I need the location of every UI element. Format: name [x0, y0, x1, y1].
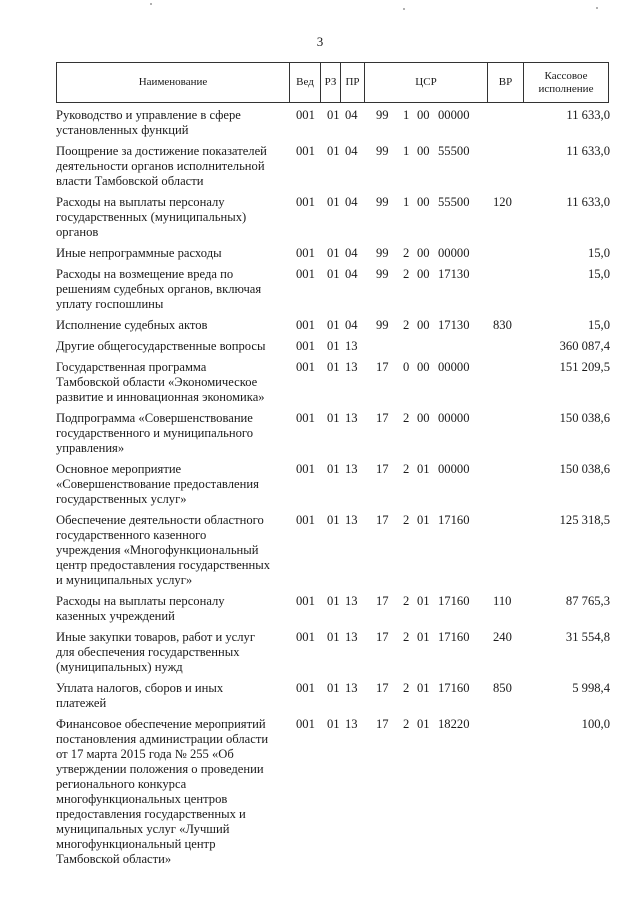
row-csr-part: 99 — [376, 246, 389, 260]
row-vr: 850 — [493, 681, 512, 695]
row-name: Государственная программа Тамбовской области «Экономическое развитие и инновационная экономика» — [56, 360, 265, 404]
row-csr-part: 00000 — [438, 360, 470, 374]
row-pr: 13 — [345, 681, 358, 695]
row-ved: 001 — [296, 339, 315, 353]
row-ved: 001 — [296, 594, 315, 608]
header-name: Наименование — [57, 63, 290, 102]
table-row — [56, 246, 616, 261]
header-ved: Вед — [290, 63, 321, 102]
row-pr: 04 — [345, 267, 358, 281]
row-csr-part: 55500 — [438, 144, 470, 158]
row-name: Иные непрограммные расходы — [56, 246, 222, 260]
row-name: Расходы на выплаты персоналу казенных учреждений — [56, 594, 225, 623]
row-ved: 001 — [296, 360, 315, 374]
row-name: Расходы на выплаты персоналу государственных (муниципальных) органов — [56, 195, 247, 239]
row-csr-part: 17130 — [438, 267, 470, 281]
row-csr-part: 00000 — [438, 411, 470, 425]
row-csr-part: 00 — [417, 108, 430, 122]
row-csr-part: 01 — [417, 462, 430, 476]
row-csr-part: 00 — [417, 411, 430, 425]
row-ved: 001 — [296, 513, 315, 527]
table-row — [56, 462, 616, 507]
row-csr-part: 01 — [417, 630, 430, 644]
row-csr-part: 17 — [376, 681, 389, 695]
scan-speck — [150, 3, 152, 5]
row-csr-part: 00 — [417, 360, 430, 374]
row-csr-part: 2 — [403, 318, 410, 332]
row-csr-part: 2 — [403, 462, 410, 476]
row-csr-part: 2 — [403, 630, 410, 644]
row-ved: 001 — [296, 318, 315, 332]
row-csr-part: 01 — [417, 594, 430, 608]
table-row — [56, 339, 616, 354]
row-csr-part: 17 — [376, 462, 389, 476]
row-name: Поощрение за достижение показателей деятельности органов исполнительной власти Тамбовской области — [56, 144, 267, 188]
header-csr: ЦСР — [365, 63, 488, 102]
row-name: Основное мероприятие «Совершенствование предоставления государственных услуг» — [56, 462, 259, 506]
row-ved: 001 — [296, 246, 315, 260]
row-ved: 001 — [296, 681, 315, 695]
table-row — [56, 630, 616, 675]
row-csr-part: 00000 — [438, 108, 470, 122]
row-pr: 13 — [345, 411, 358, 425]
row-pr: 13 — [345, 513, 358, 527]
row-name: Другие общегосударственные вопросы — [56, 339, 266, 353]
row-rz: 01 — [327, 144, 340, 158]
table-row — [56, 594, 616, 624]
row-csr-part: 99 — [376, 267, 389, 281]
row-ved: 001 — [296, 144, 315, 158]
page-number: 3 — [316, 34, 324, 49]
row-csr-part: 99 — [376, 144, 389, 158]
row-name: Подпрограмма «Совершенствование государственного и муниципального управления» — [56, 411, 254, 455]
row-pr: 13 — [345, 360, 358, 374]
scan-speck — [403, 8, 405, 10]
row-csr-part: 55500 — [438, 195, 470, 209]
row-csr-part: 2 — [403, 267, 410, 281]
row-csr-part: 17 — [376, 360, 389, 374]
row-csr-part: 99 — [376, 318, 389, 332]
row-rz: 01 — [327, 717, 340, 731]
table-header — [56, 62, 609, 103]
table-row — [56, 513, 616, 588]
row-name: Иные закупки товаров, работ и услуг для обеспечения государственных (муниципальных) нужд — [56, 630, 256, 674]
row-pr: 13 — [345, 339, 358, 353]
row-rz: 01 — [327, 411, 340, 425]
row-amount: 87 765,3 — [565, 594, 610, 608]
row-amount: 5 998,4 — [572, 681, 610, 695]
table-row — [56, 411, 616, 456]
row-ved: 001 — [296, 108, 315, 122]
row-csr-part: 00 — [417, 144, 430, 158]
row-csr-part: 0 — [403, 360, 410, 374]
row-csr-part: 17160 — [438, 681, 470, 695]
scan-speck — [596, 7, 598, 9]
row-pr: 13 — [345, 462, 358, 476]
row-ved: 001 — [296, 195, 315, 209]
table-row — [56, 144, 616, 189]
row-rz: 01 — [327, 267, 340, 281]
row-name: Обеспечение деятельности областного государственного казенного учреждения «Многофункциональный центр предоставления государственных и муниципальных услуг» — [56, 513, 271, 587]
row-csr-part: 01 — [417, 681, 430, 695]
table-row — [56, 717, 616, 867]
row-csr-part: 18220 — [438, 717, 470, 731]
row-csr-part: 00000 — [438, 246, 470, 260]
row-amount: 151 209,5 — [559, 360, 610, 374]
header-pr: ПР — [341, 63, 365, 102]
row-csr-part: 1 — [403, 195, 410, 209]
row-rz: 01 — [327, 462, 340, 476]
row-pr: 04 — [345, 108, 358, 122]
row-amount: 11 633,0 — [566, 144, 610, 158]
row-csr-part: 2 — [403, 717, 410, 731]
table-body — [56, 108, 616, 873]
row-csr-part: 2 — [403, 411, 410, 425]
row-amount: 15,0 — [587, 318, 610, 332]
row-csr-part: 2 — [403, 594, 410, 608]
row-csr-part: 00 — [417, 195, 430, 209]
row-ved: 001 — [296, 462, 315, 476]
row-amount: 15,0 — [587, 267, 610, 281]
row-rz: 01 — [327, 360, 340, 374]
row-name: Финансовое обеспечение мероприятий постановления администрации области от 17 марта 2015 года № 255 «Об утверждении положения о проведении регионального конкурса многофункциональных центров предоставления государственных и муниципальных услуг «Лучший многофункциональный центр Тамбовской области» — [56, 717, 269, 866]
row-csr-part: 17160 — [438, 630, 470, 644]
row-rz: 01 — [327, 108, 340, 122]
row-amount: 360 087,4 — [559, 339, 610, 353]
row-name: Уплата налогов, сборов и иных платежей — [56, 681, 224, 710]
row-csr-part: 1 — [403, 144, 410, 158]
row-rz: 01 — [327, 195, 340, 209]
row-rz: 01 — [327, 246, 340, 260]
row-vr: 110 — [493, 594, 512, 608]
row-csr-part: 00 — [417, 318, 430, 332]
row-name: Расходы на возмещение вреда по решениям судебных органов, включая уплату госпошлины — [56, 267, 262, 311]
row-csr-part: 17160 — [438, 513, 470, 527]
row-amount: 125 318,5 — [559, 513, 610, 527]
row-vr: 120 — [493, 195, 512, 209]
row-csr-part: 2 — [403, 513, 410, 527]
row-csr-part: 2 — [403, 681, 410, 695]
row-csr-part: 17 — [376, 411, 389, 425]
row-ved: 001 — [296, 630, 315, 644]
table-row — [56, 195, 616, 240]
row-amount: 15,0 — [587, 246, 610, 260]
row-csr-part: 99 — [376, 108, 389, 122]
row-csr-part: 1 — [403, 108, 410, 122]
row-pr: 13 — [345, 630, 358, 644]
row-pr: 04 — [345, 144, 358, 158]
header-rz: РЗ — [321, 63, 341, 102]
row-ved: 001 — [296, 717, 315, 731]
table-row — [56, 108, 616, 138]
row-csr-part: 17 — [376, 513, 389, 527]
row-pr: 04 — [345, 246, 358, 260]
row-amount: 100,0 — [581, 717, 610, 731]
row-pr: 04 — [345, 195, 358, 209]
row-amount: 11 633,0 — [566, 108, 610, 122]
table-row — [56, 360, 616, 405]
row-csr-part: 17 — [376, 630, 389, 644]
row-rz: 01 — [327, 339, 340, 353]
row-csr-part: 01 — [417, 717, 430, 731]
row-pr: 04 — [345, 318, 358, 332]
row-csr-part: 01 — [417, 513, 430, 527]
table-row — [56, 318, 616, 333]
row-csr-part: 99 — [376, 195, 389, 209]
row-csr-part: 17130 — [438, 318, 470, 332]
row-rz: 01 — [327, 681, 340, 695]
table-row — [56, 267, 616, 312]
row-pr: 13 — [345, 594, 358, 608]
row-csr-part: 2 — [403, 246, 410, 260]
row-pr: 13 — [345, 717, 358, 731]
row-csr-part: 00 — [417, 267, 430, 281]
row-rz: 01 — [327, 594, 340, 608]
header-vr: ВР — [488, 63, 524, 102]
row-amount: 11 633,0 — [566, 195, 610, 209]
row-amount: 31 554,8 — [565, 630, 610, 644]
row-csr-part: 00 — [417, 246, 430, 260]
row-rz: 01 — [327, 630, 340, 644]
row-name: Исполнение судебных актов — [56, 318, 208, 332]
row-ved: 001 — [296, 411, 315, 425]
row-rz: 01 — [327, 513, 340, 527]
row-rz: 01 — [327, 318, 340, 332]
row-csr-part: 17 — [376, 717, 389, 731]
row-amount: 150 038,6 — [559, 462, 610, 476]
table-row — [56, 681, 616, 711]
row-csr-part: 17 — [376, 594, 389, 608]
row-ved: 001 — [296, 267, 315, 281]
row-amount: 150 038,6 — [559, 411, 610, 425]
row-csr-part: 00000 — [438, 462, 470, 476]
row-csr-part: 17160 — [438, 594, 470, 608]
row-name: Руководство и управление в сфере установленных функций — [56, 108, 241, 137]
row-vr: 830 — [493, 318, 512, 332]
header-amount: Кассовое исполнение — [538, 69, 594, 95]
row-vr: 240 — [493, 630, 512, 644]
